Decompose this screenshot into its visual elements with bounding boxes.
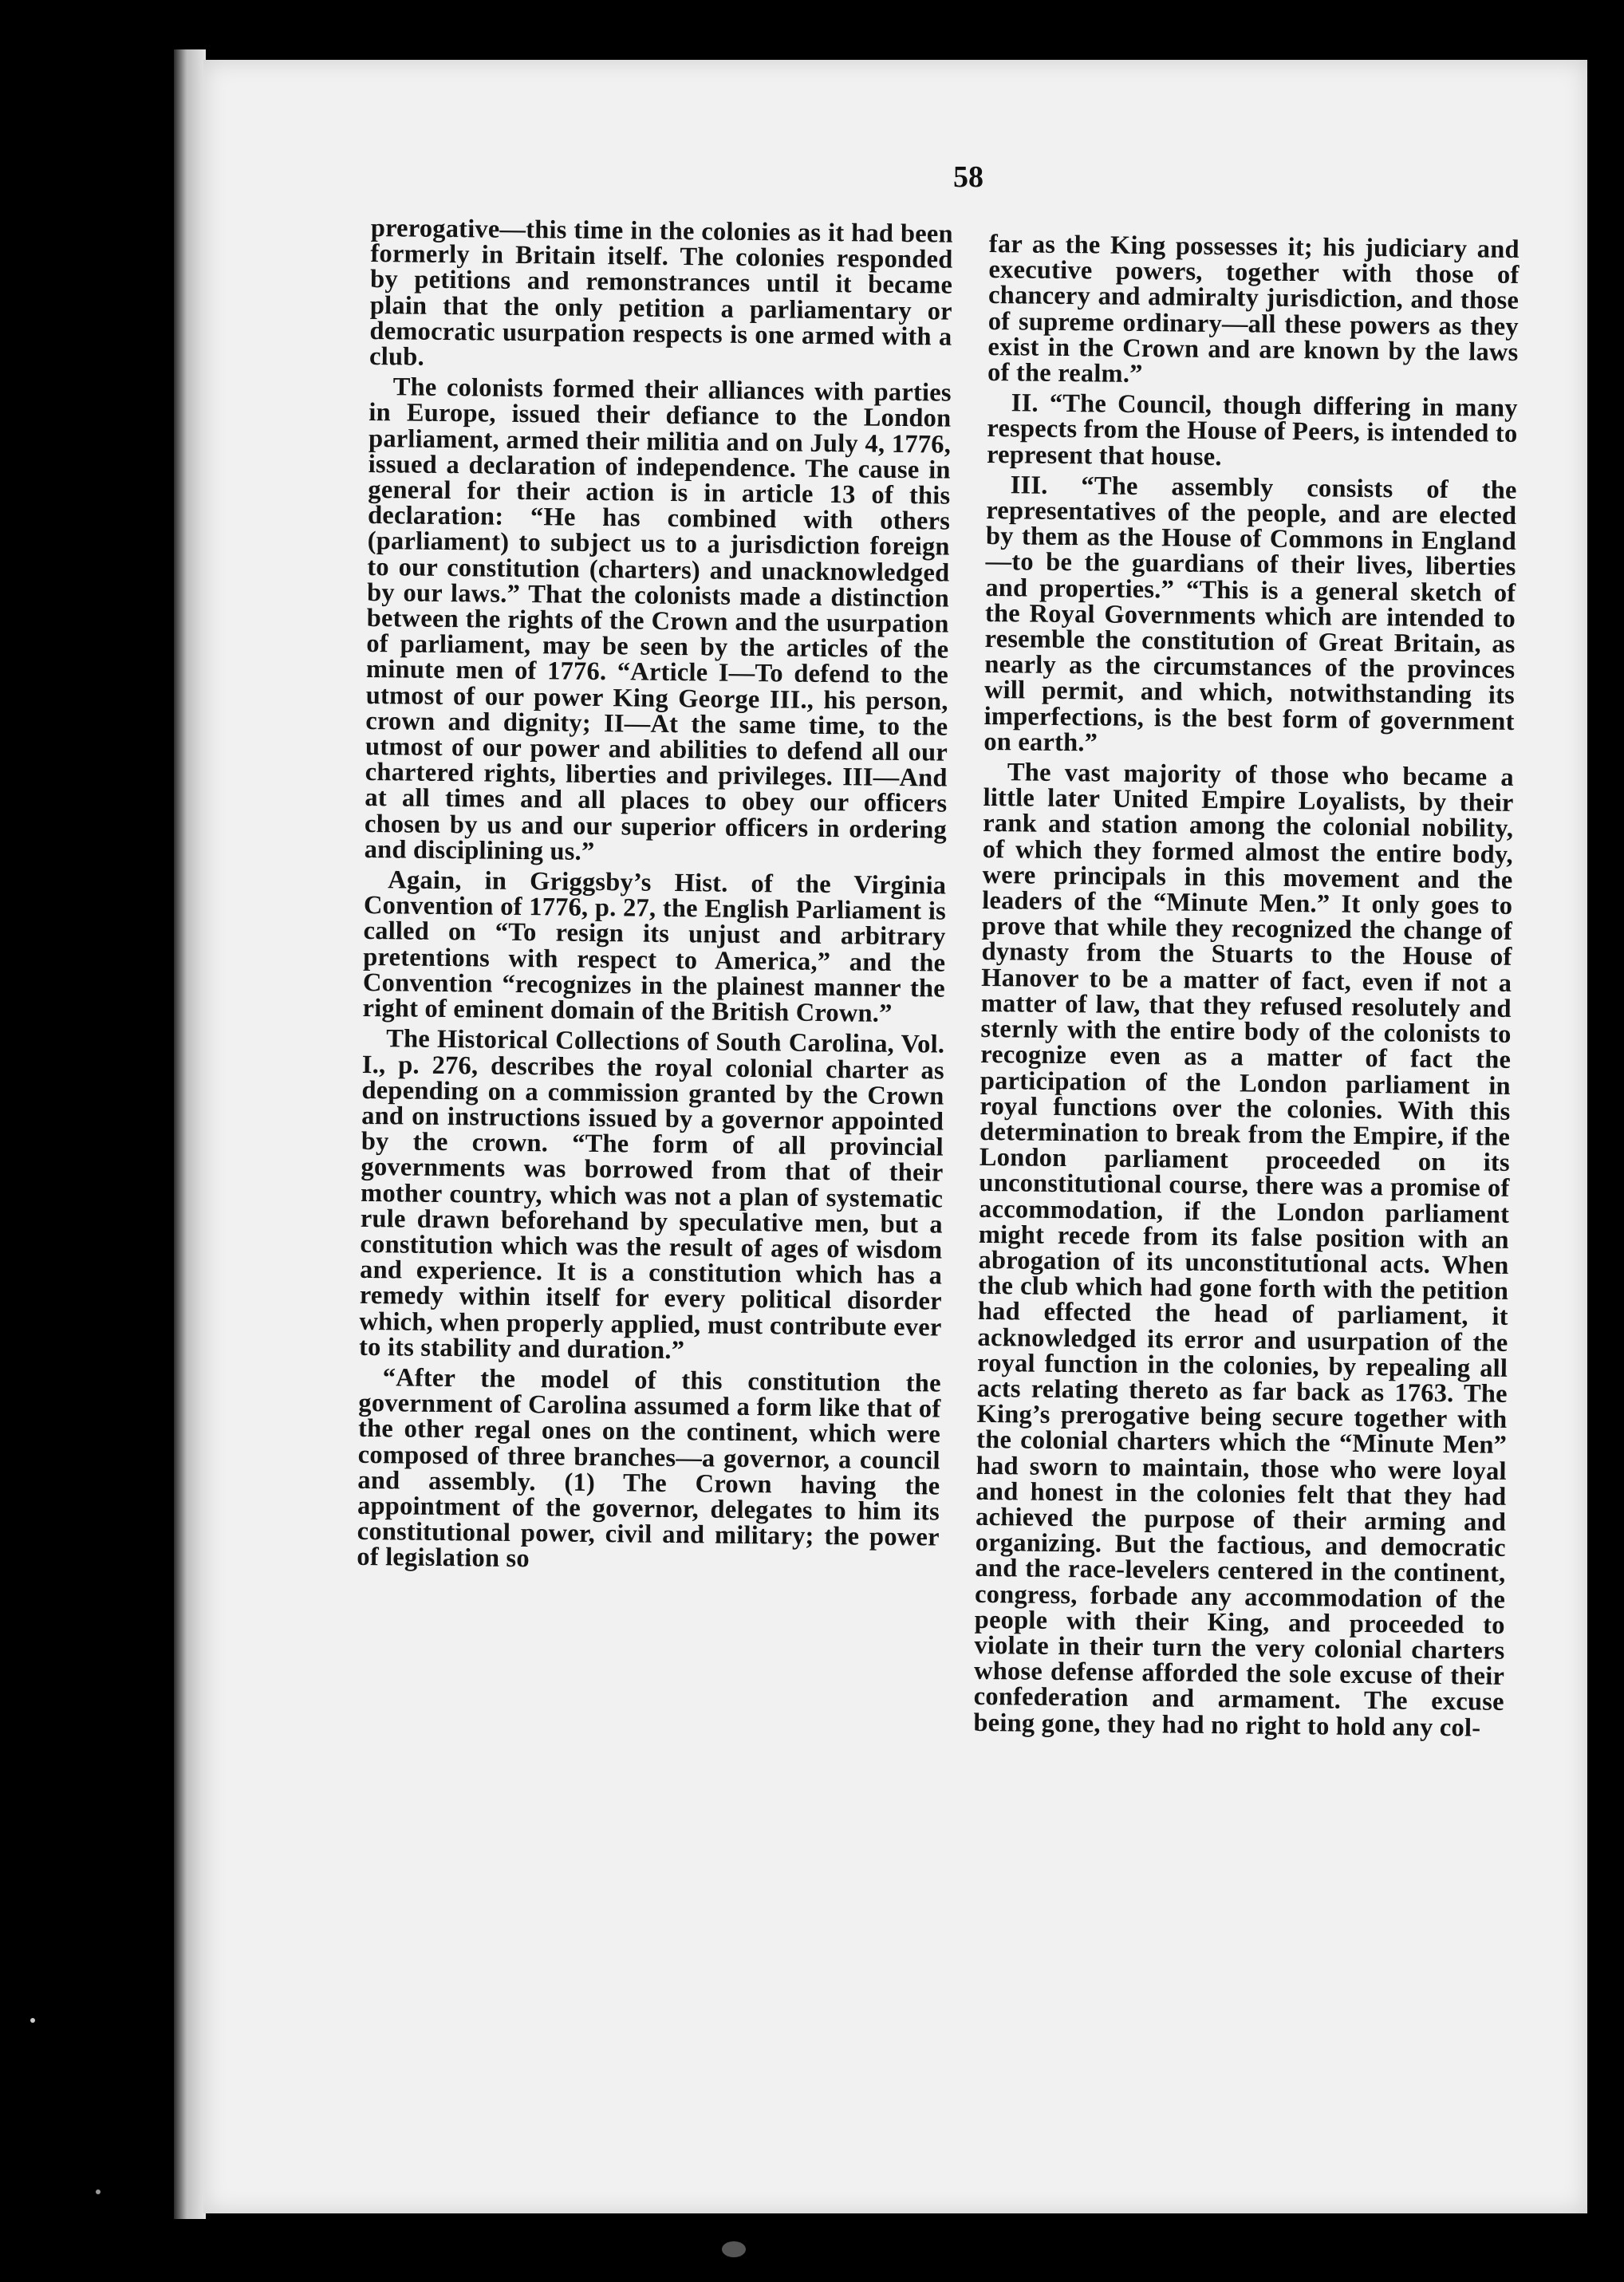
paragraph: far as the King possesses it; his judiciary and executive powers, together with those of chancery and admiralty jurisdiction, and those of supreme ordinary—all these powers as they exist in the Crown and are known by the laws of the realm.” <box>987 230 1520 389</box>
paragraph: The Historical Collections of South Carolina, Vol. I., p. 276, describes the royal colonial charter as depending on a commission granted by the Crown and on instructions issued by a governor appointed by the crown. “The form of all provincial governments was borrowed from that of their mother country, which was not a plan of systematic rule drawn beforehand by speculative men, but a constitution which was the result of ages of wisdom and experience. It is a constitution which has a remedy within itself for every political disorder which, when properly applied, must contribute ever to its stability and duration.” <box>358 1024 945 1365</box>
paragraph: “After the model of this constitution the government of Carolina assumed a form like that of the other regal ones on the continent, which were composed of three branches—a governor, a council and assembly. (1) The Crown having the appointment of the governor, delegates to him its constitutional power, civil and military; the power of legislation so <box>357 1363 941 1574</box>
scan-speck <box>96 2189 101 2194</box>
scan-speck <box>30 2018 35 2023</box>
paragraph: The colonists formed their alliances with parties in Europe, issued their defiance to the London parliament, armed their militia and on July 4, 1776, issued a declaration of independence. The cause in general for their action is in article 13 of this declaration: “He has combined with others (parliament) to subject us to a jurisdiction foreign to our constitution (charters) and unacknowledged by our laws.” That the colonists made a distinction between the rights of the Crown and the usurpation of parliament, may be seen by the articles of the minute men of 1776. “Article I—To defend to the utmost of our power King George III., his person, crown and dignity; II—At the same time, to the utmost of our power and abilities to defend all our chartered rights, liberties and privileges. III—And at all times and all places to obey our officers chosen by us and our superior officers in ordering and disciplining us.” <box>364 372 952 866</box>
paragraph: Again, in Griggsby’s Hist. of the Virginia Convention of 1776, p. 27, the English Parliament is called on “To resign its unjust and arbitrary pretentions with respect to America,” and the Convention “recognizes in the plainest manner the right of eminent domain of the British Crown.” <box>362 865 947 1028</box>
left-text-column <box>357 215 953 1576</box>
page-number: 58 <box>953 160 983 194</box>
paragraph: II. “The Council, though differing in many respects from the House of Peers, is intended to represent that house. <box>986 388 1518 471</box>
paragraph: III. “The assembly consists of the representatives of the people, and are elected by them as the House of Commons in England—to be the guardians of their lives, liberties and properties.” “This is a general sketch of the Royal Governments which are intended to resemble the constitution of Great Britain, as nearly as the circumstances of the provinces will permit, and which, notwithstanding its imperfections, is the best form of government on earth.” <box>983 471 1517 758</box>
paragraph: The vast majority of those who became a little later United Empire Loyalists, by their rank and station among the colonial nobility, of which they formed almost the entire body, were principals in this movement and the leaders of the “Minute Men.” It only goes to prove that while they recognized the change of dynasty from the Stuarts to the House of Hanover to be a matter of fact, even if not a matter of law, that they refused resolutely and sternly with the entire body of the colonists to recognize even as a matter of fact the participation of the London parliament in royal functions over the colonies. With this determination to break from the Empire, if the London parliament proceeded on its unconstitutional course, there was a promise of accommodation, if the London parliament might recede from its false position with an abrogation of its unconstitutional acts. When the club which had gone forth with the petition had effected the head of parliament, it acknowledged its error and usurpation of the royal function in the colonies, by repealing all acts relating thereto as far back as 1763. The King’s prerogative being secure together with the colonial charters which the “Minute Men” had sworn to maintain, those who were loyal and honest in the colonies felt that they had achieved the purpose of their arming and organizing. But the factious, and democratic and the race-levelers centered in the continent, congress, forbade any accommodation of the people with their King, and proceeded to violate in their turn the very colonial charters whose defense afforded the sole excuse of their confederation and armament. The excuse being gone, they had no right to hold any col- <box>973 758 1515 1743</box>
scan-speck <box>722 2241 746 2257</box>
right-text-column <box>973 231 1520 1741</box>
paragraph: prerogative—this time in the colonies as it had been formerly in Britain itself. The colonies responded by petitions and remonstrances until it became plain that the only petition a parliamentary or democratic usurpation respects is one armed with a club. <box>369 214 953 372</box>
page-edge-shadow <box>174 49 206 2219</box>
